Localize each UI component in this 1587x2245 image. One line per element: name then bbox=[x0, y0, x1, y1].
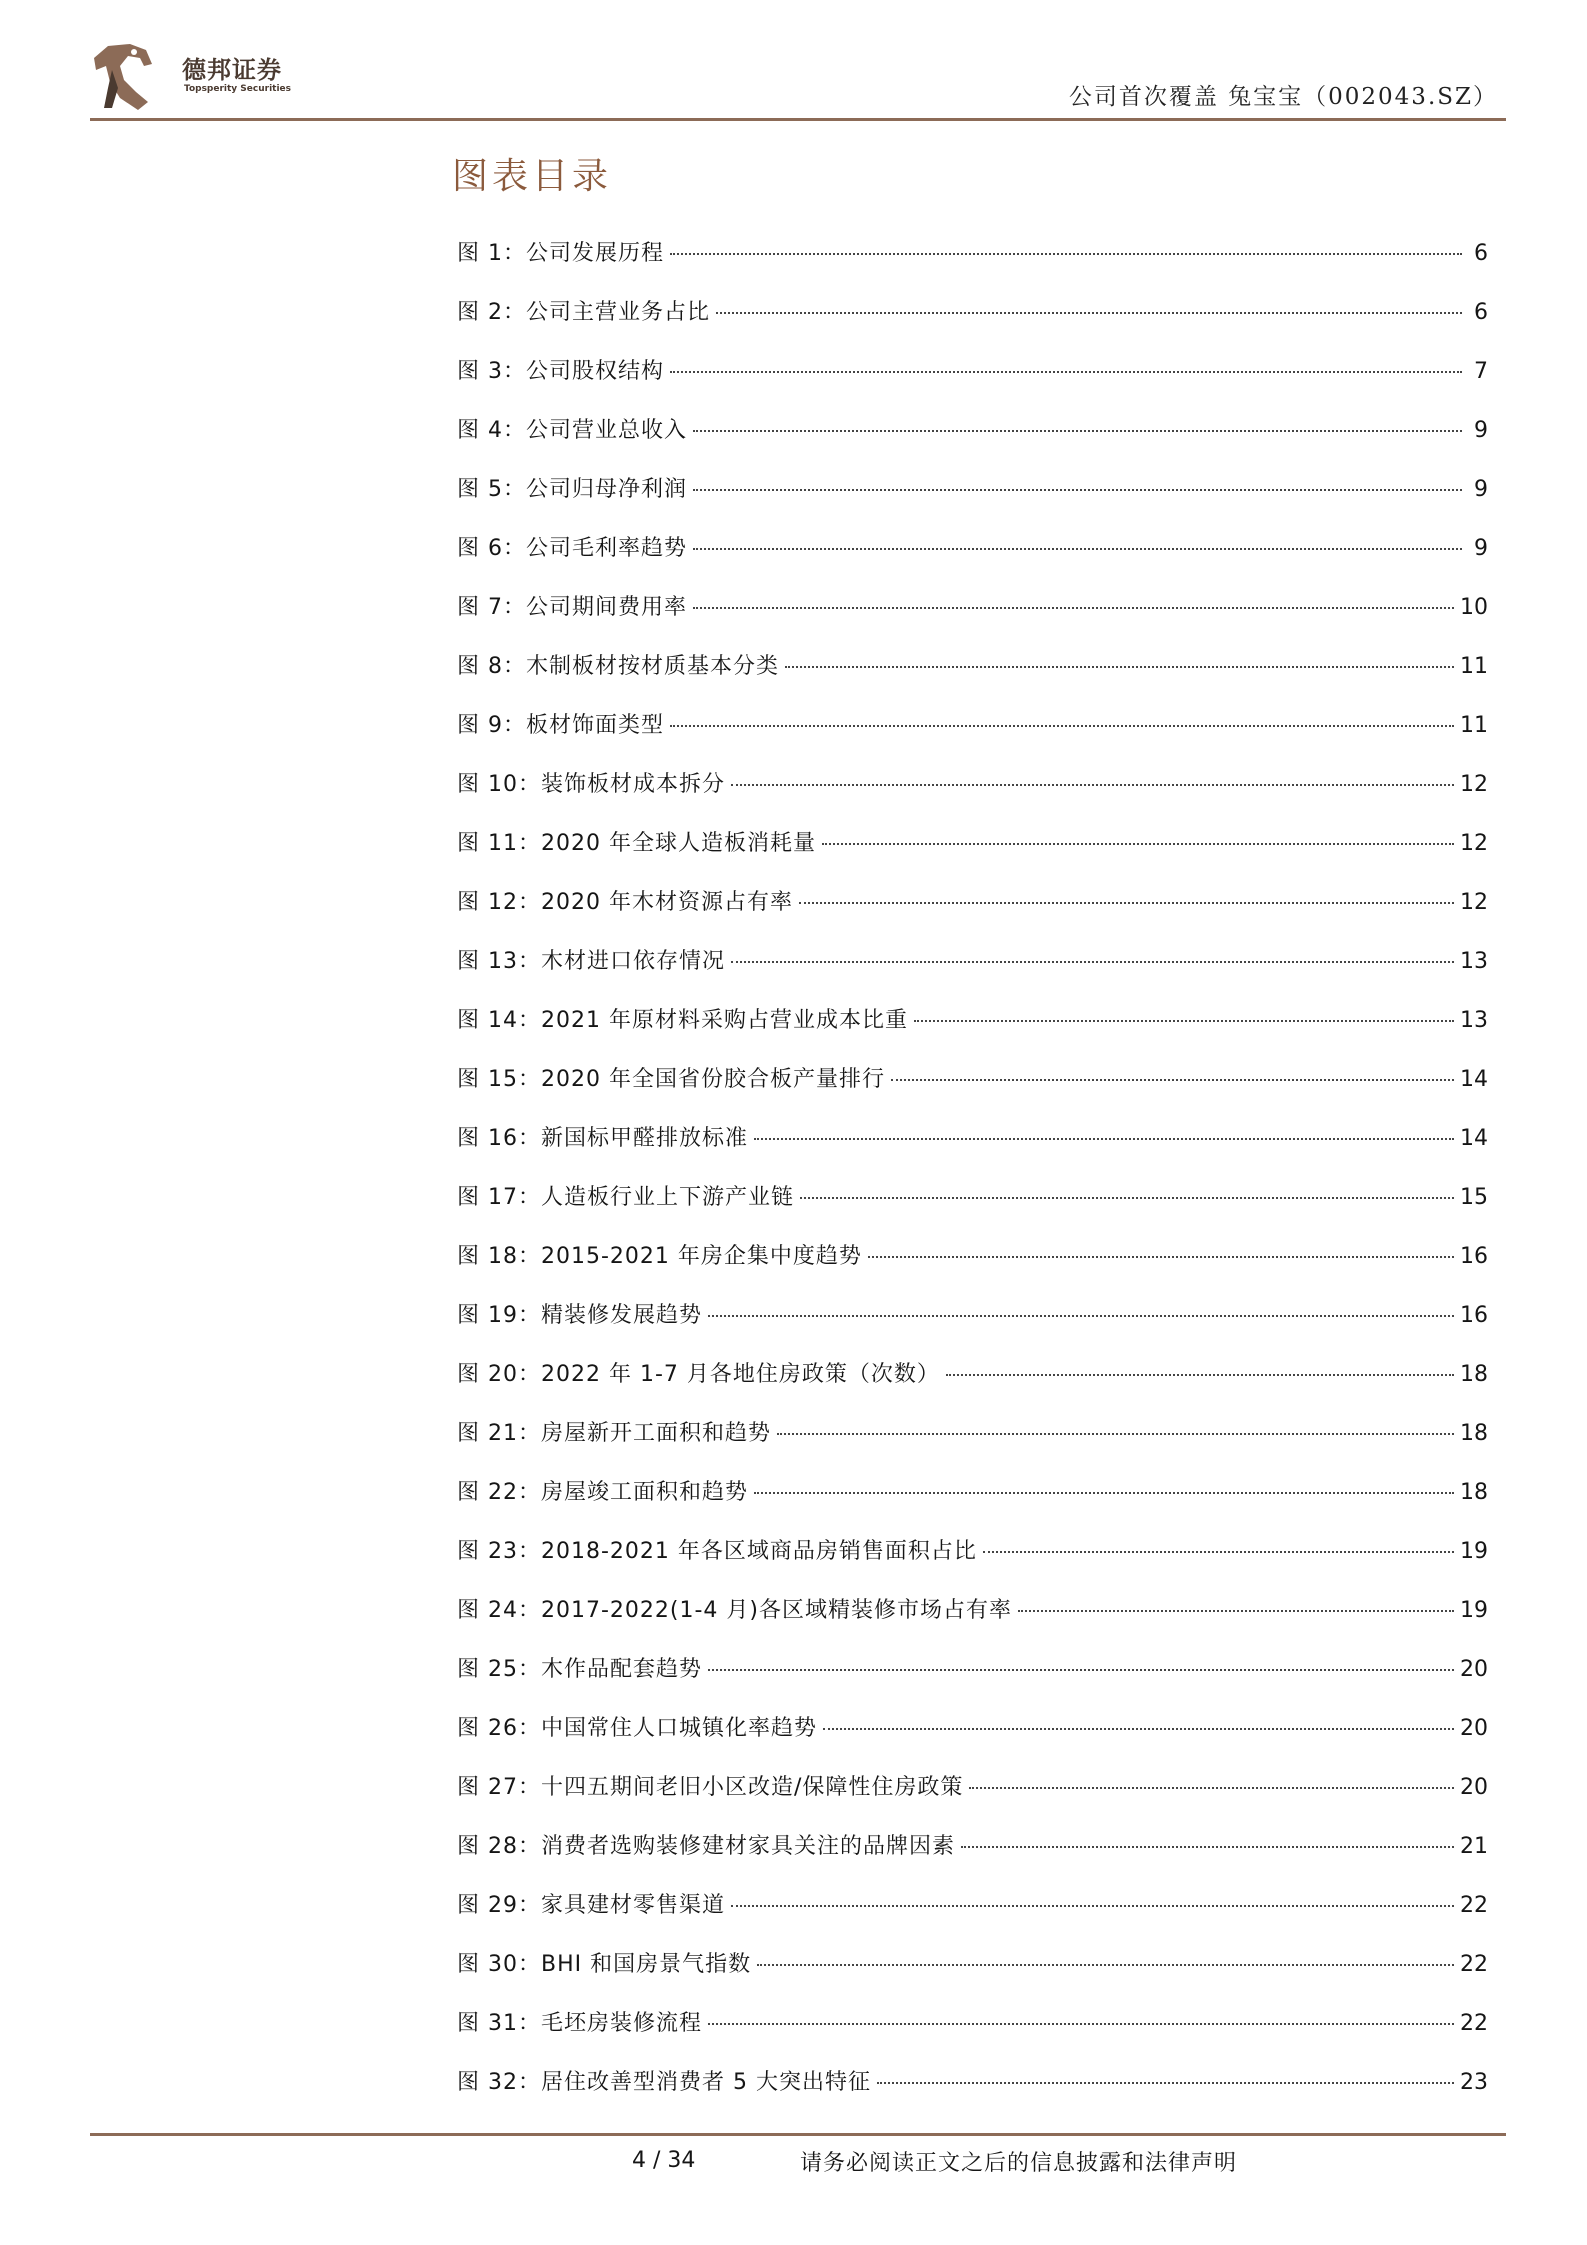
toc-dot-leader bbox=[823, 1728, 1454, 1730]
toc-dot-leader bbox=[731, 784, 1454, 786]
toc-entry-page: 23 bbox=[1460, 2070, 1488, 2095]
toc-entry-label: 图 19：精装修发展趋势 bbox=[457, 1303, 702, 1328]
toc-entry-label: 图 31：毛坯房装修流程 bbox=[457, 2011, 702, 2036]
toc-entry[interactable] bbox=[457, 1888, 1488, 1947]
toc-entry[interactable] bbox=[457, 236, 1488, 295]
toc-entry-page: 16 bbox=[1460, 1303, 1488, 1328]
toc-entry-label: 图 2：公司主营业务占比 bbox=[457, 300, 710, 325]
toc-entry-page: 18 bbox=[1460, 1421, 1488, 1446]
toc-entry[interactable] bbox=[457, 1003, 1488, 1062]
toc-dot-leader bbox=[799, 902, 1454, 904]
toc-dot-leader bbox=[754, 1492, 1454, 1494]
toc-entry[interactable] bbox=[457, 472, 1488, 531]
toc-entry-page: 9 bbox=[1474, 477, 1488, 502]
toc-entry[interactable] bbox=[457, 1770, 1488, 1829]
toc-entry-label: 图 10：装饰板材成本拆分 bbox=[457, 772, 725, 797]
toc-entry-page: 7 bbox=[1474, 359, 1488, 384]
toc-dot-leader bbox=[822, 843, 1454, 845]
toc-entry-label: 图 13：木材进口依存情况 bbox=[457, 949, 725, 974]
toc-entry-label: 图 32：居住改善型消费者 5 大突出特征 bbox=[457, 2070, 871, 2095]
brand-name: 德邦证券 bbox=[182, 56, 282, 84]
toc-dot-leader bbox=[708, 1315, 1454, 1317]
toc-entry[interactable] bbox=[457, 1652, 1488, 1711]
toc-list bbox=[457, 236, 1488, 2124]
toc-dot-leader bbox=[777, 1433, 1454, 1435]
toc-entry[interactable] bbox=[457, 354, 1488, 413]
toc-entry-label: 图 25：木作品配套趋势 bbox=[457, 1657, 702, 1682]
toc-entry[interactable] bbox=[457, 649, 1488, 708]
toc-entry[interactable] bbox=[457, 413, 1488, 472]
toc-dot-leader bbox=[785, 666, 1454, 668]
toc-entry[interactable] bbox=[457, 1534, 1488, 1593]
toc-dot-leader bbox=[731, 961, 1454, 963]
toc-dot-leader bbox=[693, 489, 1462, 491]
toc-entry-label: 图 18：2015-2021 年房企集中度趋势 bbox=[457, 1244, 862, 1269]
footer-divider bbox=[90, 2133, 1506, 2136]
toc-entry-page: 20 bbox=[1460, 1657, 1488, 1682]
toc-entry-page: 22 bbox=[1460, 2011, 1488, 2036]
toc-entry-label: 图 16：新国标甲醛排放标准 bbox=[457, 1126, 748, 1151]
toc-entry-label: 图 1：公司发展历程 bbox=[457, 241, 664, 266]
toc-dot-leader bbox=[891, 1079, 1454, 1081]
brand-name-english: Topsperity Securities bbox=[184, 84, 291, 94]
toc-entry-page: 11 bbox=[1460, 654, 1488, 679]
page-indicator: 4 / 34 bbox=[632, 2148, 696, 2173]
toc-entry[interactable] bbox=[457, 295, 1488, 354]
toc-entry-label: 图 4：公司营业总收入 bbox=[457, 418, 687, 443]
toc-entry-label: 图 28：消费者选购装修建材家具关注的品牌因素 bbox=[457, 1834, 955, 1859]
toc-entry[interactable] bbox=[457, 1357, 1488, 1416]
toc-entry-page: 15 bbox=[1460, 1185, 1488, 1210]
toc-entry[interactable] bbox=[457, 1239, 1488, 1298]
toc-dot-leader bbox=[1018, 1610, 1454, 1612]
toc-entry-page: 9 bbox=[1474, 418, 1488, 443]
toc-entry[interactable] bbox=[457, 531, 1488, 590]
toc-entry[interactable] bbox=[457, 1416, 1488, 1475]
toc-entry-label: 图 9：板材饰面类型 bbox=[457, 713, 664, 738]
toc-entry-label: 图 21：房屋新开工面积和趋势 bbox=[457, 1421, 771, 1446]
toc-entry-label: 图 8：木制板材按材质基本分类 bbox=[457, 654, 779, 679]
toc-entry[interactable] bbox=[457, 1475, 1488, 1534]
footer-disclaimer: 请务必阅读正文之后的信息披露和法律声明 bbox=[800, 2151, 1238, 2176]
toc-entry-label: 图 14：2021 年原材料采购占营业成本比重 bbox=[457, 1008, 908, 1033]
brand-logo bbox=[90, 36, 310, 112]
toc-entry-label: 图 24：2017-2022(1-4 月)各区域精装修市场占有率 bbox=[457, 1598, 1012, 1623]
toc-entry-page: 6 bbox=[1474, 300, 1488, 325]
toc-entry-label: 图 20：2022 年 1-7 月各地住房政策（次数） bbox=[457, 1362, 940, 1387]
toc-entry[interactable] bbox=[457, 708, 1488, 767]
toc-entry-label: 图 26：中国常住人口城镇化率趋势 bbox=[457, 1716, 817, 1741]
toc-entry[interactable] bbox=[457, 885, 1488, 944]
toc-entry-label: 图 3：公司股权结构 bbox=[457, 359, 664, 384]
toc-entry[interactable] bbox=[457, 1180, 1488, 1239]
toc-entry-page: 19 bbox=[1460, 1598, 1488, 1623]
toc-entry-page: 14 bbox=[1460, 1126, 1488, 1151]
toc-entry-page: 14 bbox=[1460, 1067, 1488, 1092]
toc-entry-page: 16 bbox=[1460, 1244, 1488, 1269]
toc-entry-label: 图 22：房屋竣工面积和趋势 bbox=[457, 1480, 748, 1505]
toc-entry[interactable] bbox=[457, 826, 1488, 885]
toc-dot-leader bbox=[693, 430, 1462, 432]
toc-entry-page: 19 bbox=[1460, 1539, 1488, 1564]
toc-entry[interactable] bbox=[457, 944, 1488, 1003]
toc-entry[interactable] bbox=[457, 2065, 1488, 2124]
toc-entry[interactable] bbox=[457, 590, 1488, 649]
toc-entry-page: 22 bbox=[1460, 1893, 1488, 1918]
toc-entry-label: 图 23：2018-2021 年各区域商品房销售面积占比 bbox=[457, 1539, 977, 1564]
toc-entry-label: 图 30：BHI 和国房景气指数 bbox=[457, 1952, 752, 1977]
toc-entry-label: 图 11：2020 年全球人造板消耗量 bbox=[457, 831, 816, 856]
toc-entry-page: 18 bbox=[1460, 1362, 1488, 1387]
toc-entry-label: 图 7：公司期间费用率 bbox=[457, 595, 687, 620]
toc-dot-leader bbox=[914, 1020, 1454, 1022]
toc-dot-leader bbox=[800, 1197, 1454, 1199]
toc-entry[interactable] bbox=[457, 1298, 1488, 1357]
toc-dot-leader bbox=[708, 1669, 1454, 1671]
header-divider bbox=[90, 118, 1506, 121]
toc-entry-page: 18 bbox=[1460, 1480, 1488, 1505]
toc-dot-leader bbox=[670, 253, 1462, 255]
toc-entry[interactable] bbox=[457, 1121, 1488, 1180]
toc-entry-label: 图 15：2020 年全国省份胶合板产量排行 bbox=[457, 1067, 885, 1092]
toc-entry-page: 6 bbox=[1474, 241, 1488, 266]
toc-dot-leader bbox=[969, 1787, 1454, 1789]
toc-entry[interactable] bbox=[457, 1711, 1488, 1770]
toc-dot-leader bbox=[877, 2082, 1454, 2084]
toc-entry[interactable] bbox=[457, 767, 1488, 826]
toc-dot-leader bbox=[961, 1846, 1454, 1848]
toc-dot-leader bbox=[708, 2023, 1454, 2025]
toc-entry-page: 22 bbox=[1460, 1952, 1488, 1977]
toc-dot-leader bbox=[983, 1551, 1454, 1553]
brand-logo-icon bbox=[90, 36, 156, 112]
toc-entry-label: 图 29：家具建材零售渠道 bbox=[457, 1893, 725, 1918]
toc-entry-label: 图 27：十四五期间老旧小区改造/保障性住房政策 bbox=[457, 1775, 964, 1800]
toc-entry-page: 9 bbox=[1474, 536, 1488, 561]
toc-entry-page: 13 bbox=[1460, 949, 1488, 974]
toc-entry-page: 20 bbox=[1460, 1716, 1488, 1741]
toc-dot-leader bbox=[868, 1256, 1454, 1258]
toc-entry[interactable] bbox=[457, 1593, 1488, 1652]
page-header bbox=[90, 28, 1506, 120]
toc-dot-leader bbox=[670, 371, 1462, 373]
toc-entry-page: 21 bbox=[1460, 1834, 1488, 1859]
toc-entry-page: 12 bbox=[1460, 772, 1488, 797]
toc-dot-leader bbox=[754, 1138, 1454, 1140]
toc-entry-page: 20 bbox=[1460, 1775, 1488, 1800]
toc-entry-label: 图 12：2020 年木材资源占有率 bbox=[457, 890, 793, 915]
toc-dot-leader bbox=[670, 725, 1454, 727]
toc-entry-page: 12 bbox=[1460, 831, 1488, 856]
toc-dot-leader bbox=[757, 1964, 1454, 1966]
toc-entry-page: 13 bbox=[1460, 1008, 1488, 1033]
toc-entry-label: 图 17：人造板行业上下游产业链 bbox=[457, 1185, 794, 1210]
toc-entry[interactable] bbox=[457, 1062, 1488, 1121]
toc-dot-leader bbox=[693, 548, 1462, 550]
report-title: 公司首次覆盖 兔宝宝（002043.SZ） bbox=[1068, 84, 1498, 110]
toc-entry[interactable] bbox=[457, 2006, 1488, 2065]
toc-entry-page: 11 bbox=[1460, 713, 1488, 738]
toc-entry-page: 10 bbox=[1460, 595, 1488, 620]
toc-heading: 图表目录 bbox=[452, 156, 613, 197]
toc-entry-label: 图 6：公司毛利率趋势 bbox=[457, 536, 687, 561]
toc-entry-page: 12 bbox=[1460, 890, 1488, 915]
toc-entry[interactable] bbox=[457, 1947, 1488, 2006]
toc-dot-leader bbox=[693, 607, 1454, 609]
toc-entry[interactable] bbox=[457, 1829, 1488, 1888]
toc-dot-leader bbox=[946, 1374, 1454, 1376]
toc-entry-label: 图 5：公司归母净利润 bbox=[457, 477, 687, 502]
toc-dot-leader bbox=[716, 312, 1462, 314]
toc-dot-leader bbox=[731, 1905, 1454, 1907]
